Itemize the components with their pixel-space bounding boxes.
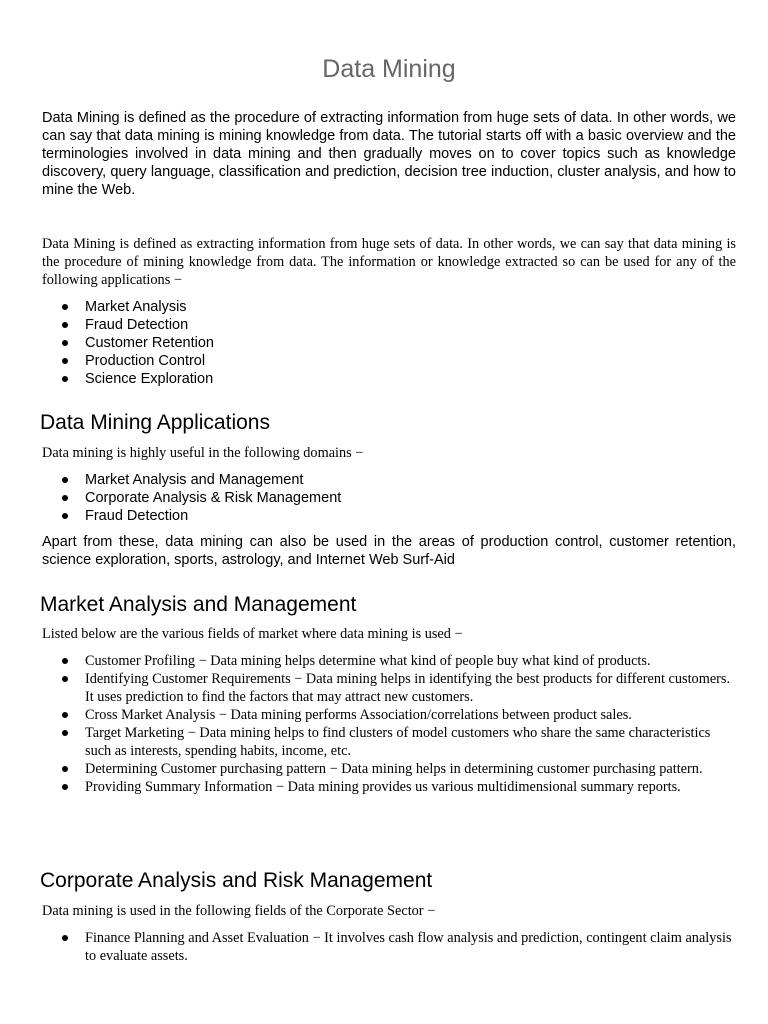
section-heading-applications: Data Mining Applications	[40, 411, 270, 434]
list-item	[42, 724, 736, 760]
list-item-label: Fraud Detection	[85, 508, 189, 524]
list-item	[42, 298, 736, 316]
bullet-icon	[62, 658, 68, 664]
list-item-label: Finance Planning and Asset Evaluation − It involves cash flow analysis and prediction, contingent claim analysis to evaluate assets.	[85, 930, 732, 964]
list-item	[42, 316, 736, 334]
bullet-icon	[62, 766, 68, 772]
applications-after-paragraph: Apart from these, data mining can also be used in the areas of production control, customer retention, science exploration, sports, astrology, and Internet Web Surf-Aid	[42, 534, 736, 568]
section-heading-market: Market Analysis and Management	[40, 593, 357, 616]
bullet-icon	[62, 784, 68, 790]
bullet-icon	[62, 730, 68, 736]
bullet-icon	[62, 676, 68, 682]
list-item-label: Identifying Customer Requirements − Data mining helps in identifying the best products for different customers. It uses prediction to find the factors that may attract new customers.	[85, 671, 731, 705]
bullet-icon	[62, 513, 68, 519]
list-item-label: Cross Market Analysis − Data mining performs Association/correlations between product sales.	[85, 707, 632, 723]
list-item-label: Fraud Detection	[85, 317, 189, 333]
list-item-label: Target Marketing − Data mining helps to find clusters of model customers who share the same characteristics such as interests, spending habits, income, etc.	[85, 725, 711, 759]
list-item-label: Corporate Analysis & Risk Management	[85, 490, 342, 506]
list-item	[42, 489, 736, 507]
definition-paragraph: Data Mining is defined as extracting information from huge sets of data. In other words, we can say that data mining is the procedure of mining knowledge from data. The information or knowledge extracted so can be used for any of the following applications −	[42, 236, 736, 288]
list-item	[42, 370, 736, 388]
list-item-label: Production Control	[85, 353, 206, 369]
bullet-icon	[62, 477, 68, 483]
bullet-icon	[62, 376, 68, 382]
list-item-label: Customer Profiling − Data mining helps determine what kind of people buy what kind of products.	[85, 653, 651, 669]
bullet-icon	[62, 322, 68, 328]
list-item	[42, 670, 736, 706]
list-item	[42, 352, 736, 370]
bullet-icon	[62, 935, 68, 941]
list-item	[42, 929, 736, 965]
market-fields-list	[42, 652, 736, 796]
list-item-label: Science Exploration	[85, 371, 214, 387]
list-item-label: Market Analysis	[85, 299, 187, 315]
page-title: Data Mining	[322, 55, 456, 83]
domains-list	[42, 471, 736, 525]
market-lead: Listed below are the various fields of market where data mining is used −	[42, 626, 463, 642]
corporate-fields-list	[42, 929, 736, 965]
applications-list	[42, 298, 736, 388]
list-item-label: Providing Summary Information − Data mining provides us various multidimensional summary reports.	[85, 779, 681, 795]
applications-lead: Data mining is highly useful in the following domains −	[42, 445, 364, 461]
list-item-label: Determining Customer purchasing pattern − Data mining helps in determining customer purchasing pattern.	[85, 761, 703, 777]
list-item-label: Customer Retention	[85, 335, 214, 351]
list-item	[42, 471, 736, 489]
section-heading-corporate: Corporate Analysis and Risk Management	[40, 869, 433, 892]
list-item	[42, 706, 736, 724]
bullet-icon	[62, 340, 68, 346]
bullet-icon	[62, 304, 68, 310]
bullet-icon	[62, 712, 68, 718]
corporate-lead: Data mining is used in the following fields of the Corporate Sector −	[42, 903, 436, 919]
list-item	[42, 652, 736, 670]
list-item-label: Market Analysis and Management	[85, 472, 304, 488]
list-item	[42, 334, 736, 352]
list-item	[42, 778, 736, 796]
bullet-icon	[62, 358, 68, 364]
intro-paragraph: Data Mining is defined as the procedure of extracting information from huge sets of data. In other words, we can say that data mining is mining knowledge from data. The tutorial starts off with a basic overview and the terminologies involved in data mining and then gradually moves on to cover topics such as knowledge discovery, query language, classification and prediction, decision tree induction, cluster analysis, and how to mine the Web.	[42, 110, 736, 198]
bullet-icon	[62, 495, 68, 501]
list-item	[42, 760, 736, 778]
list-item	[42, 507, 736, 525]
